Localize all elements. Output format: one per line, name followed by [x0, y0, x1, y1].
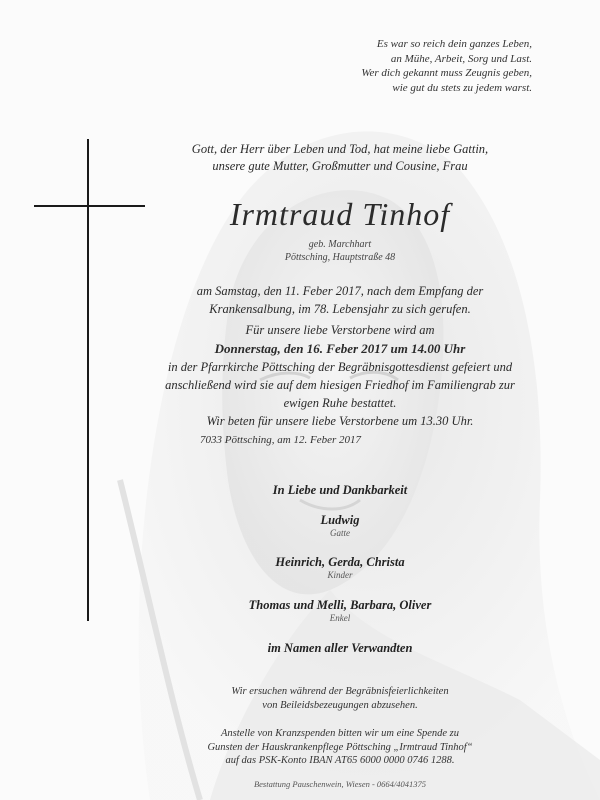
mourner-group — [170, 512, 510, 539]
address: Pöttsching, Hauptstraße 48 — [284, 252, 396, 263]
prayer-time: Wir beten für unsere liebe Verstorbene um 13.30 Uhr. — [206, 414, 474, 428]
cross-icon-horizontal — [34, 205, 145, 207]
mourners-heading — [170, 482, 510, 498]
place-date: 7033 Pöttsching, am 12. Feber 2017 — [200, 434, 362, 446]
poem — [272, 37, 532, 95]
donation-line: auf das PSK-Konto IBAN AT65 6000 0000 0746 1288. — [225, 755, 455, 766]
intro-line: Gott, der Herr über Leben und Tod, hat meine liebe Gattin, — [191, 142, 489, 156]
deceased-details — [170, 238, 510, 264]
donation-line: Anstelle von Kranzspenden bitten wir um eine Spende zu — [221, 728, 459, 739]
death-notice-line: Krankensalbung, im 78. Lebensjahr zu sich gerufen. — [209, 302, 471, 316]
poem-line: an Mühe, Arbeit, Sorg und Last. — [390, 52, 532, 65]
mourner-names: Ludwig — [320, 513, 360, 527]
mourner-role: Gatte — [330, 528, 350, 538]
funeral-text-line: anschließend wird sie auf dem hiesigen Friedhof im Familiengrab zur — [165, 378, 515, 392]
poem-line: Wer dich gekannt muss Zeugnis geben, — [361, 67, 532, 79]
undertaker-footer: Bestattung Pauschenwein, Wiesen - 0664/4041375 — [253, 779, 427, 789]
mourner-role: Kinder — [327, 570, 353, 580]
condolence-note — [170, 685, 510, 712]
funeral-intro: Für unsere liebe Verstorbene wird am — [245, 323, 435, 337]
maiden-name: geb. Marchhart — [308, 239, 372, 250]
funeral-text-line: ewigen Ruhe bestattet. — [283, 396, 397, 410]
intro-text — [170, 141, 510, 175]
mourner-role: Enkel — [329, 613, 351, 623]
death-notice — [170, 282, 510, 318]
poem-line: Es war so reich dein ganzes Leben, — [376, 38, 532, 50]
mourner-group — [170, 554, 510, 581]
poem-line: wie gut du stets zu jedem warst. — [392, 81, 532, 94]
funeral-text — [163, 358, 517, 412]
deceased-name: Irmtraud Tinhof — [229, 196, 451, 232]
condolence-line: von Beileidsbezeugungen abzusehen. — [262, 699, 418, 711]
donation-line: Gunsten der Hauskrankenpflege Pöttsching „Irmtraud Tinhof“ — [207, 741, 473, 753]
mourner-names: Heinrich, Gerda, Christa — [275, 555, 405, 569]
funeral-date: Donnerstag, den 16. Feber 2017 um 14.00 Uhr — [214, 341, 466, 356]
mourner-group — [170, 597, 510, 624]
mourners-footer-text: im Namen aller Verwandten — [267, 641, 413, 655]
mourner-names: Thomas und Melli, Barbara, Oliver — [248, 598, 432, 612]
condolence-line: Wir ersuchen während der Begräbnisfeierlichkeiten — [231, 686, 449, 697]
donation-note — [170, 727, 510, 768]
death-notice-line: am Samstag, den 11. Feber 2017, nach dem Empfang der — [196, 284, 484, 298]
intro-line: unsere gute Mutter, Großmutter und Cousine, Frau — [212, 159, 468, 173]
mourners-footer — [170, 640, 510, 656]
cross-icon-vertical — [87, 139, 89, 621]
mourners-heading-text: In Liebe und Dankbarkeit — [272, 483, 408, 497]
funeral-text-line: in der Pfarrkirche Pöttsching der Begräbnisgottesdienst gefeiert und — [167, 360, 513, 374]
